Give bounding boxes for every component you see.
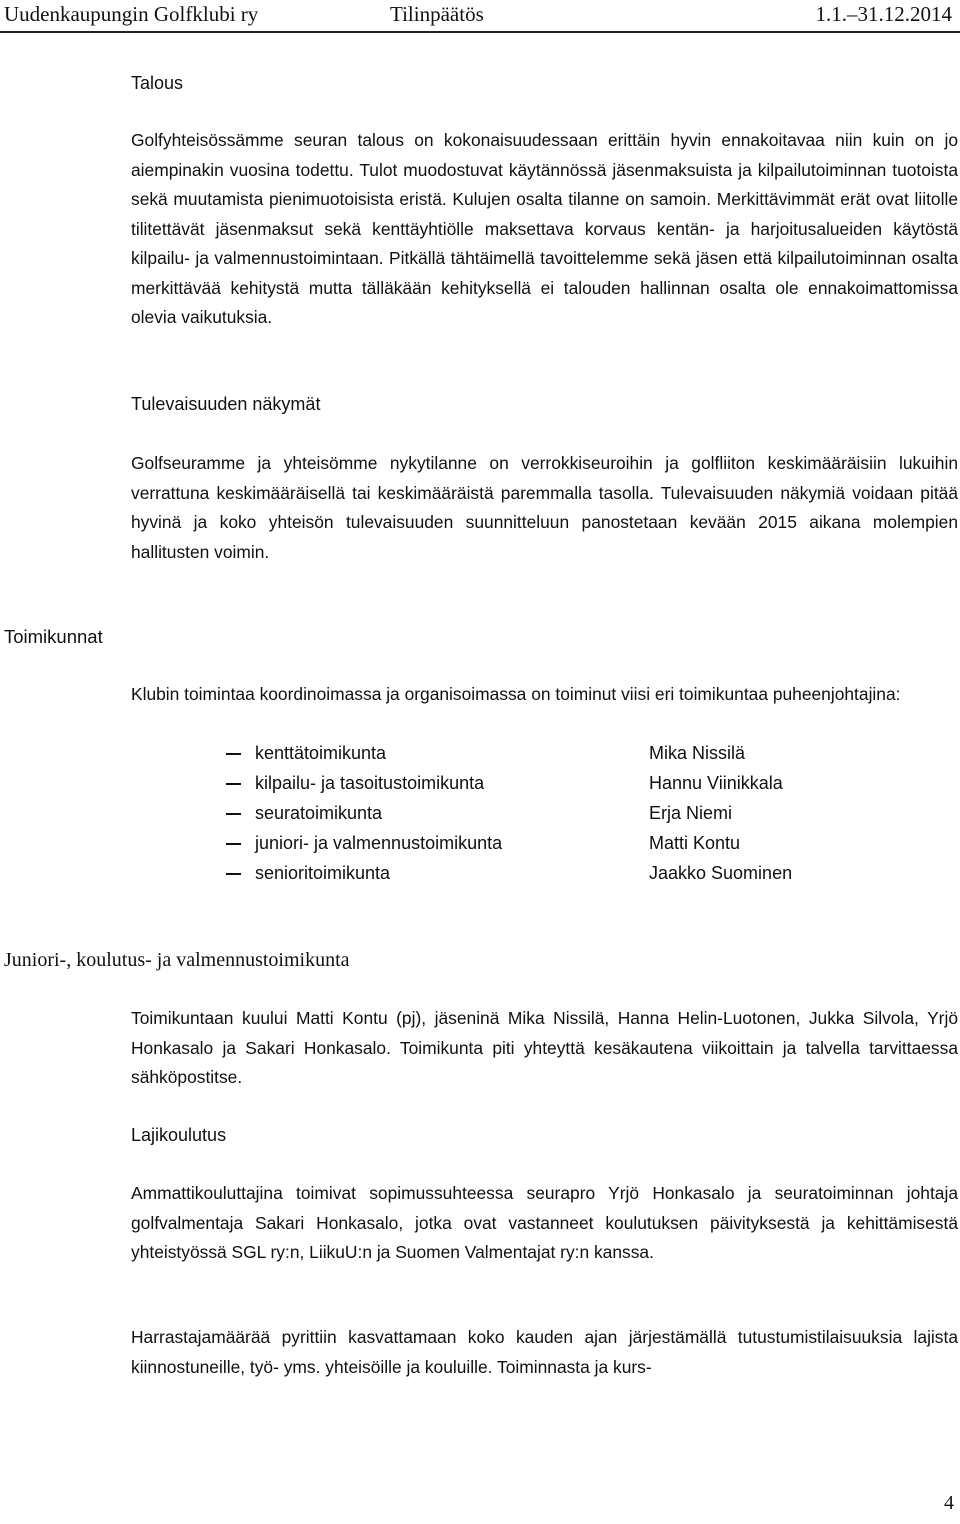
committee-list: [226, 738, 946, 888]
list-item: [226, 738, 946, 768]
list-item: [226, 858, 946, 888]
committee-name: kilpailu- ja tasoitustoimikunta: [255, 773, 485, 793]
header-document-title: Tilinpäätös: [390, 2, 484, 26]
dash-bullet-icon: [226, 753, 241, 755]
committee-name: senioritoimikunta: [255, 863, 391, 883]
lajikoulutus-section-1: [131, 1179, 958, 1268]
lajikoulutus-heading: Lajikoulutus: [131, 1125, 227, 1145]
committee-name: kenttätoimikunta: [255, 743, 387, 763]
committee-name: seuratoimikunta: [255, 803, 383, 823]
tulevaisuus-paragraph: Golfseuramme ja yhteisömme nykytilanne on verrokkiseuroihin ja golfliiton keskimääräisiin lukuihin verrattuna keskimääräisellä tai keskimääräistä paremmalla tasolla. Tulevaisuuden näkymiä voidaan pitää hyvinä ja koko yhteisön tulevaisuuden suunnitteluun panostetaan kevään 2015 aikana molempien hallitusten voimin.: [131, 453, 958, 562]
toimikunnat-title: Toimikunnat: [4, 626, 103, 647]
committee-chair: Hannu Viinikkala: [649, 773, 783, 793]
tulevaisuus-section: [131, 449, 958, 567]
talous-heading: Talous: [131, 73, 184, 93]
list-item: [226, 768, 946, 798]
talous-paragraph: Golfyhteisössämme seuran talous on kokonaisuudessaan erittäin hyvin ennakoitavaa niin kuin on jo aiempinakin vuosina todettu. Tulot muodostuvat käytännössä jäsenmaksuista ja kilpailutoiminnan tuotoista sekä muutamista pienimuotoisista eristä. Kulujen osalta tilanne on samoin. Merkittävimmät erät ovat liitolle tilitettävät jäsenmaksut sekä kenttäyhtiölle maksettava korvaus kentän- ja harjoitusalueiden käytöstä kilpailu- ja valmennustoimintaan. Pitkällä tähtäimellä tavoittelemme sekä jäsen että kilpailutoiminnan osalta merkittävää kehitystä mutta tälläkään kehityksellä ei talouden hallinnan osalta ole ennakoimattomissa olevia vaikutuksia.: [131, 130, 958, 327]
header-period: 1.1.–31.12.2014: [815, 2, 952, 26]
committee-chair: Erja Niemi: [649, 803, 733, 823]
list-item: [226, 798, 946, 828]
lajikoulutus-section-2: [131, 1323, 958, 1382]
committee-chair: Matti Kontu: [649, 833, 741, 853]
toimikunnat-intro-block: [131, 680, 958, 710]
tulevaisuus-heading: Tulevaisuuden näkymät: [131, 394, 321, 414]
juniori-title: Juniori-, koulutus- ja valmennustoimikunta: [4, 949, 350, 971]
dash-bullet-icon: [226, 843, 241, 845]
committee-name: juniori- ja valmennustoimikunta: [255, 833, 503, 853]
page-header: [0, 0, 960, 33]
dash-bullet-icon: [226, 873, 241, 875]
juniori-paragraph: Toimikuntaan kuului Matti Kontu (pj), jäseninä Mika Nissilä, Hanna Helin-Luotonen, Jukka Silvola, Yrjö Honkasalo ja Sakari Honkasalo. Toimikunta piti yhteyttä kesäkautena viikoittain ja talvella tarvittaessa sähköpostitse.: [131, 1008, 958, 1087]
header-organization: Uudenkaupungin Golfklubi ry: [4, 2, 259, 26]
dash-bullet-icon: [226, 813, 241, 815]
lajikoulutus-paragraph-2: Harrastajamäärää pyrittiin kasvattamaan koko kauden ajan järjestämällä tutustumistilaisuuksia lajista kiinnostuneille, työ- yms. yhteisöille ja kouluille. Toiminnasta ja kurs-: [131, 1327, 958, 1377]
toimikunnat-intro: Klubin toimintaa koordinoimassa ja organisoimassa on toiminut viisi eri toimikuntaa puheenjohtajina:: [131, 684, 901, 704]
juniori-section: [131, 1004, 958, 1093]
committee-chair: Mika Nissilä: [649, 743, 746, 763]
dash-bullet-icon: [226, 783, 241, 785]
lajikoulutus-paragraph-1: Ammattikouluttajina toimivat sopimussuhteessa seurapro Yrjö Honkasalo ja seuratoiminnan johtaja golfvalmentaja Sakari Honkasalo, jotka ovat vastanneet koulutuksen päivityksestä ja kehittämisestä yhteistyössä SGL ry:n, LiikuU:n ja Suomen Valmentajat ry:n kanssa.: [131, 1183, 958, 1262]
talous-section: [131, 126, 958, 333]
list-item: [226, 828, 946, 858]
committee-chair: Jaakko Suominen: [649, 863, 793, 883]
page-number: 4: [944, 1492, 954, 1514]
